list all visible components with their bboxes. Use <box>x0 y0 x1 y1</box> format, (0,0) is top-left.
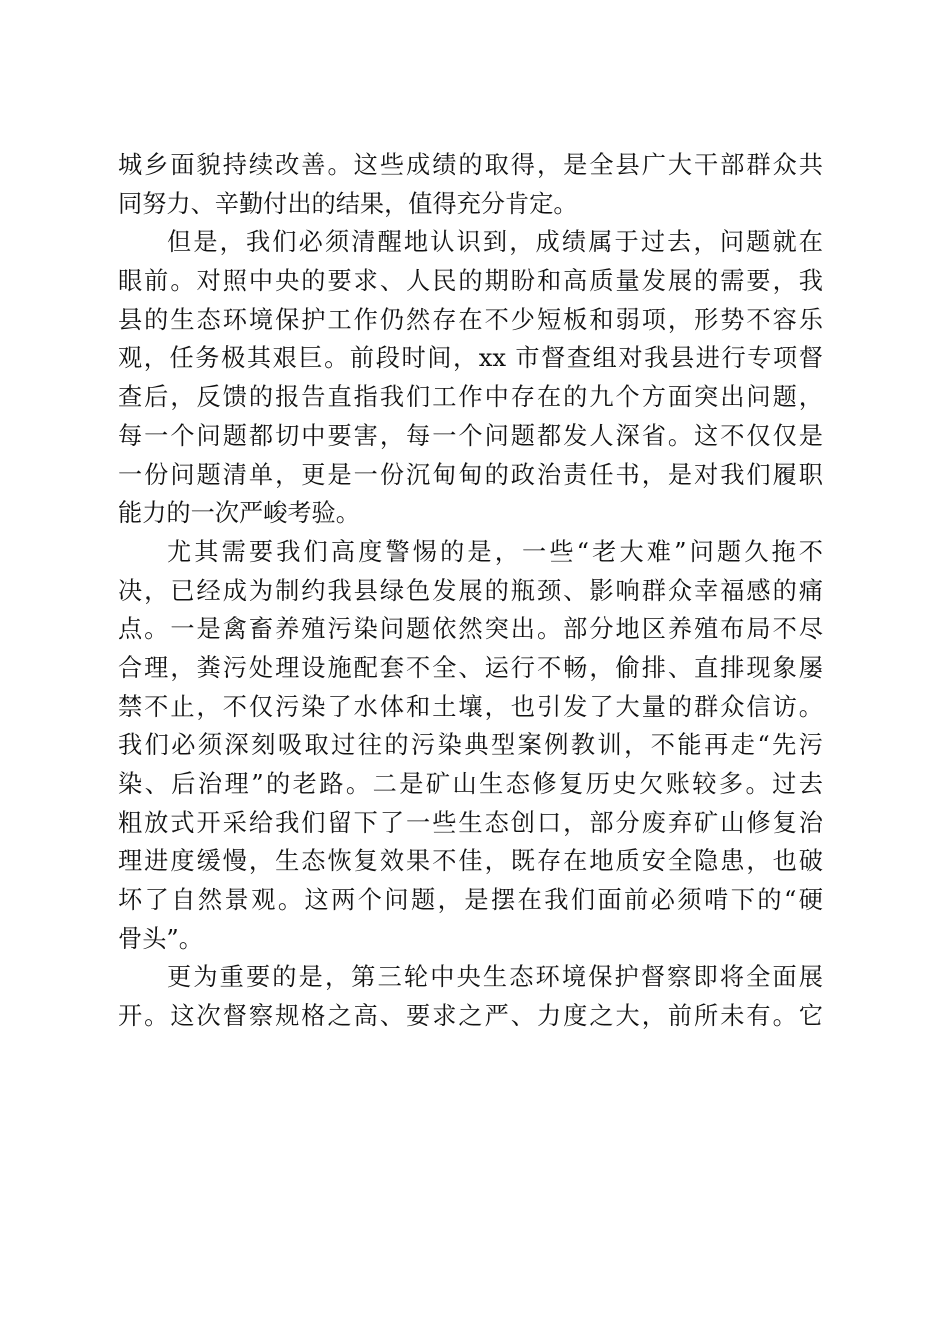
document-page <box>118 146 823 1036</box>
text-line: 禁不止，不仅污染了水体和土壤，也引发了大量的群众信访。 <box>118 692 823 721</box>
text-line: 但是，我们必须清醒地认识到，成绩属于过去，问题就在 <box>167 228 823 257</box>
paragraph-1 <box>118 146 823 223</box>
text-line: 染、后治理”的老路。二是矿山生态修复历史欠账较多。过去 <box>118 770 823 798</box>
paragraph-4 <box>118 958 823 1035</box>
text-line: 坏了自然景观。这两个问题，是摆在我们面前必须啃下的“硬 <box>118 886 823 915</box>
text-line: 更为重要的是，第三轮中央生态环境保护督察即将全面展 <box>167 963 823 992</box>
text-line: 骨头”。 <box>118 924 203 953</box>
text-line: 观，任务极其艰巨。前段时间，xx 市督查组对我县进行专项督 <box>118 344 823 373</box>
text-line: 能力的一次严峻考验。 <box>118 499 360 528</box>
text-line: 开。这次督察规格之高、要求之严、力度之大，前所未有。它 <box>118 1002 823 1031</box>
text-line: 城乡面貌持续改善。这些成绩的取得，是全县广大干部群众共 <box>118 151 823 179</box>
text-line: 县的生态环境保护工作仍然存在不少短板和弱项，形势不容乐 <box>118 305 823 334</box>
text-line: 尤其需要我们高度警惕的是，一些“老大难”问题久拖不 <box>167 537 823 566</box>
text-line: 理进度缓慢，生态恢复效果不佳，既存在地质安全隐患，也破 <box>118 847 823 876</box>
text-line: 点。一是禽畜养殖污染问题依然突出。部分地区养殖布局不尽 <box>118 615 823 644</box>
paragraph-2 <box>118 223 823 533</box>
paragraph-3 <box>118 533 823 959</box>
text-line: 每一个问题都切中要害，每一个问题都发人深省。这不仅仅是 <box>118 421 823 450</box>
text-line: 一份问题清单，更是一份沉甸甸的政治责任书，是对我们履职 <box>118 460 823 489</box>
text-line: 决，已经成为制约我县绿色发展的瓶颈、影响群众幸福感的痛 <box>118 576 823 605</box>
text-line: 眼前。对照中央的要求、人民的期盼和高质量发展的需要，我 <box>118 267 823 296</box>
text-line: 粗放式开采给我们留下了一些生态创口，部分废弃矿山修复治 <box>118 808 823 837</box>
text-line: 查后，反馈的报告直指我们工作中存在的九个方面突出问题， <box>118 383 823 412</box>
text-line: 合理，粪污处理设施配套不全、运行不畅，偷排、直排现象屡 <box>118 653 823 682</box>
text-line: 我们必须深刻吸取过往的污染典型案例教训，不能再走“先污 <box>118 731 823 760</box>
text-line: 同努力、辛勤付出的结果，值得充分肯定。 <box>118 189 578 218</box>
